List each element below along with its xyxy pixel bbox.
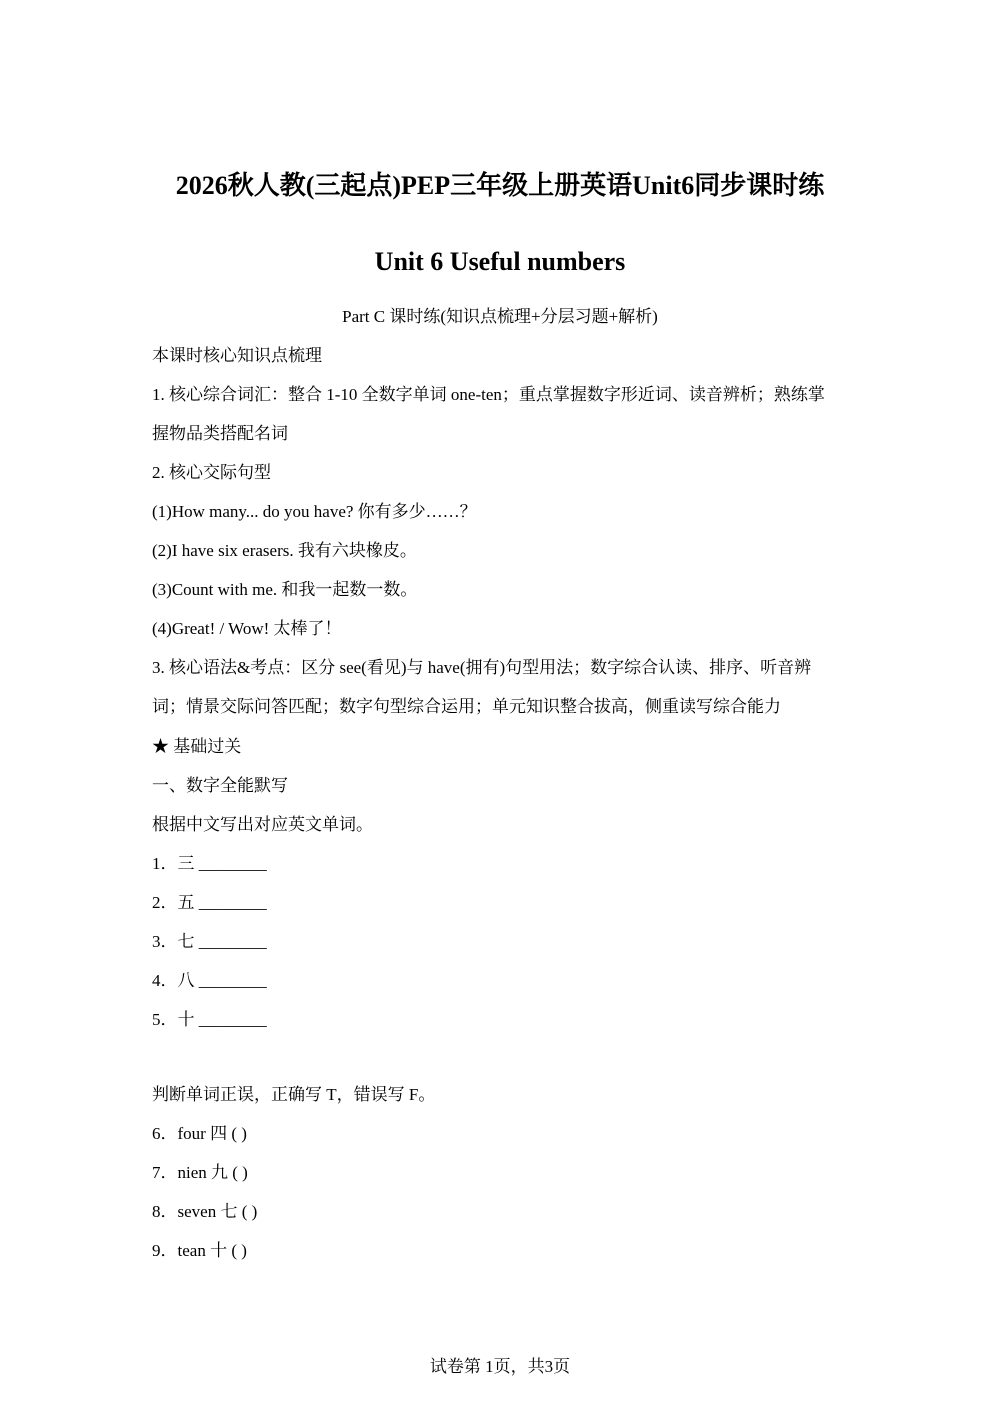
section-1-heading: 一、数字全能默写: [152, 776, 288, 795]
question-item: 6．four 四 ( ): [152, 1124, 247, 1143]
point-2-heading: 2. 核心交际句型: [152, 463, 271, 482]
part-subtitle: Part C 课时练(知识点梳理+分层习题+解析): [342, 307, 658, 326]
page-footer: 试卷第 1页，共3页: [429, 1357, 571, 1376]
sentence-item: (3)Count with me. 和我一起数一数。: [152, 580, 418, 599]
instruction-write: 根据中文写出对应英文单词。: [152, 815, 373, 834]
question-item: 2．五 ________: [152, 893, 267, 912]
question-item: 7．nien 九 ( ): [152, 1163, 248, 1182]
question-item: 4．八 ________: [152, 971, 267, 990]
instruction-judge: 判断单词正误，正确写 T，错误写 F。: [152, 1085, 436, 1104]
unit-title: Unit 6 Useful numbers: [374, 247, 626, 276]
question-item: 1．三 ________: [152, 854, 267, 873]
question-item: 3．七 ________: [152, 932, 267, 951]
sentence-item: (4)Great! / Wow! 太棒了！: [152, 619, 342, 638]
sentence-item: (1)How many... do you have? 你有多少……？: [152, 502, 477, 521]
point-1-line-2: 握物品类搭配名词: [152, 424, 288, 443]
question-item: 9．tean 十 ( ): [152, 1241, 247, 1260]
point-1-line-1: 1. 核心综合词汇：整合 1-10 全数字单词 one-ten；重点掌握数字形近词、读音辨析；熟练掌: [152, 385, 825, 404]
level-heading: ★ 基础过关: [152, 737, 242, 756]
point-3-line-2: 词；情景交际问答匹配；数字句型综合运用；单元知识整合拔高，侧重读写综合能力: [152, 697, 781, 716]
point-3-line-1: 3. 核心语法&考点：区分 see(看见)与 have(拥有)句型用法；数字综合认读、排序、听音辨: [152, 658, 812, 677]
question-item: 5．十 ________: [152, 1010, 267, 1029]
question-item: 8．seven 七 ( ): [152, 1202, 258, 1221]
sentence-item: (2)I have six erasers. 我有六块橡皮。: [152, 541, 417, 560]
document-title: 2026秋人教(三起点)PEP三年级上册英语Unit6同步课时练: [175, 171, 825, 200]
summary-heading: 本课时核心知识点梳理: [152, 346, 322, 365]
